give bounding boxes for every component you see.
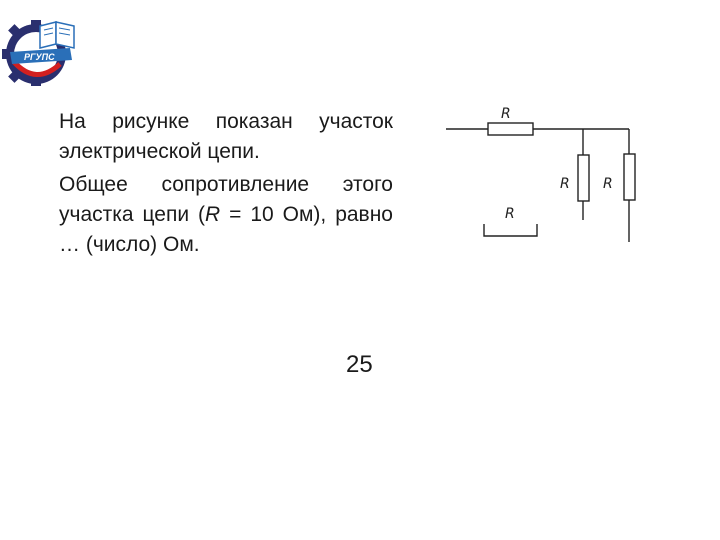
label-resistor-bottom: R (505, 206, 515, 222)
logo-text: РГУПС (24, 52, 55, 62)
resistor-bottom (484, 224, 537, 236)
task-question (59, 170, 393, 260)
resistor-middle-1 (578, 155, 589, 201)
resistor-middle-2 (624, 154, 635, 200)
label-resistor-middle-2: R (603, 176, 613, 192)
question-part-1: Общее сопротивление этого участка цепи ( (59, 173, 393, 226)
book-icon (40, 22, 74, 48)
label-resistor-middle-1: R (560, 176, 570, 192)
answer-value: 25 (346, 351, 373, 378)
question-part-2: = 10 Ом), равно … (число) Ом. (59, 203, 393, 256)
resistor-top (488, 123, 533, 135)
task-statement: На рисунке показан участок электрической цепи. (59, 110, 393, 163)
rgups-logo (0, 14, 86, 88)
task-text (59, 107, 393, 260)
question-variable: R (205, 203, 221, 226)
label-resistor-top: R (501, 106, 511, 122)
circuit-diagram (436, 98, 646, 248)
